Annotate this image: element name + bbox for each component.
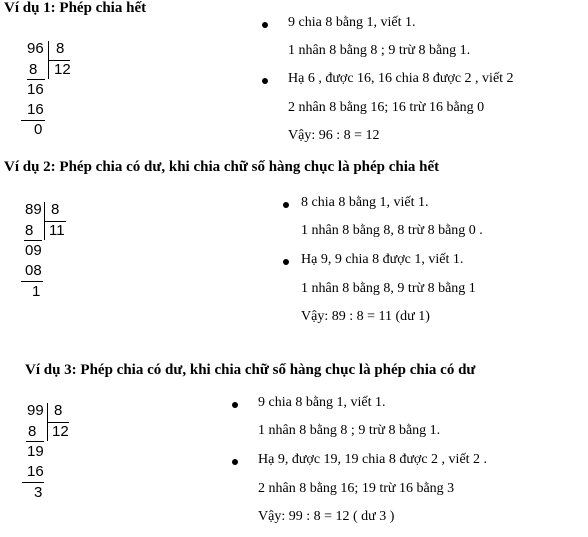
bullet-icon (262, 22, 268, 28)
ex1-sub-line-1 (27, 79, 45, 80)
ex1-dividend: 96 (27, 40, 44, 57)
ex2-divisor: 8 (51, 201, 60, 218)
ex3-sub-line-2 (22, 482, 44, 483)
ex2-step-2: 09 (25, 242, 42, 259)
ex2-line-3: Hạ 9, 9 chia 8 được 1, viết 1. (301, 252, 464, 267)
example-3-title: Ví dụ 3: Phép chia có dư, khi chia chữ số hàng chục là phép chia có dư (25, 362, 476, 378)
ex3-divisor: 8 (54, 402, 63, 419)
ex1-divisor: 8 (56, 40, 65, 57)
ex1-step-2: 16 (27, 81, 44, 98)
ex3-dividend: 99 (27, 402, 44, 419)
ex3-step-3: 16 (27, 463, 44, 480)
ex2-step-4: 1 (32, 283, 41, 300)
ex3-step-2: 19 (27, 443, 44, 460)
ex1-quotient: 12 (54, 61, 71, 78)
ex2-step-1: 8 (25, 222, 34, 239)
ex1-line-2: 1 nhân 8 bằng 8 ; 9 trừ 8 bằng 1. (288, 43, 471, 58)
ex3-line-4: 2 nhân 8 bằng 16; 19 trừ 16 bằng 3 (258, 481, 455, 496)
bullet-icon (283, 259, 289, 265)
ex2-line-2: 1 nhân 8 bằng 8, 8 trừ 8 bằng 0 . (301, 223, 483, 238)
example-2-title: Ví dụ 2: Phép chia có dư, khi chia chữ số hàng chục là phép chia hết (4, 159, 440, 175)
ex3-step-1: 8 (28, 423, 37, 440)
bullet-icon (232, 402, 238, 408)
ex1-line-3: Hạ 6 , được 16, 16 chia 8 được 2 , viết 2 (288, 71, 514, 86)
ex3-sub-line-1 (26, 441, 44, 442)
ex2-step-3: 08 (25, 262, 42, 279)
example-1-title: Ví dụ 1: Phép chia hết (4, 0, 147, 16)
ex1-conclusion: Vậy: 96 : 8 = 12 (288, 128, 380, 143)
ex3-conclusion: Vậy: 99 : 8 = 12 ( dư 3 ) (258, 509, 395, 524)
ex3-line-3: Hạ 9, được 19, 19 chia 8 được 2 , viết 2 . (258, 452, 488, 467)
ex3-line-2: 1 nhân 8 bằng 8 ; 9 trừ 8 bằng 1. (258, 423, 441, 438)
ex3-step-4: 3 (34, 484, 43, 501)
bullet-icon (283, 202, 289, 208)
ex1-step-1: 8 (29, 61, 38, 78)
ex2-sub-line-2 (21, 281, 43, 282)
bullet-icon (262, 78, 268, 84)
ex1-line-1: 9 chia 8 bằng 1, viết 1. (288, 15, 416, 30)
ex3-quotient: 12 (52, 423, 69, 440)
ex1-line-4: 2 nhân 8 bằng 16; 16 trừ 16 bằng 0 (288, 100, 485, 115)
ex2-line-4: 1 nhân 8 bằng 8, 9 trừ 8 bằng 1 (301, 281, 476, 296)
ex2-line-1: 8 chia 8 bằng 1, viết 1. (301, 195, 429, 210)
ex2-dividend: 89 (25, 201, 42, 218)
ex1-step-4: 0 (34, 121, 43, 138)
ex3-line-1: 9 chia 8 bằng 1, viết 1. (258, 395, 386, 410)
ex2-quotient: 11 (49, 222, 65, 239)
ex2-conclusion: Vậy: 89 : 8 = 11 (dư 1) (301, 309, 430, 324)
bullet-icon (232, 459, 238, 465)
ex2-sub-line-1 (24, 240, 42, 241)
ex1-step-3: 16 (27, 101, 44, 118)
